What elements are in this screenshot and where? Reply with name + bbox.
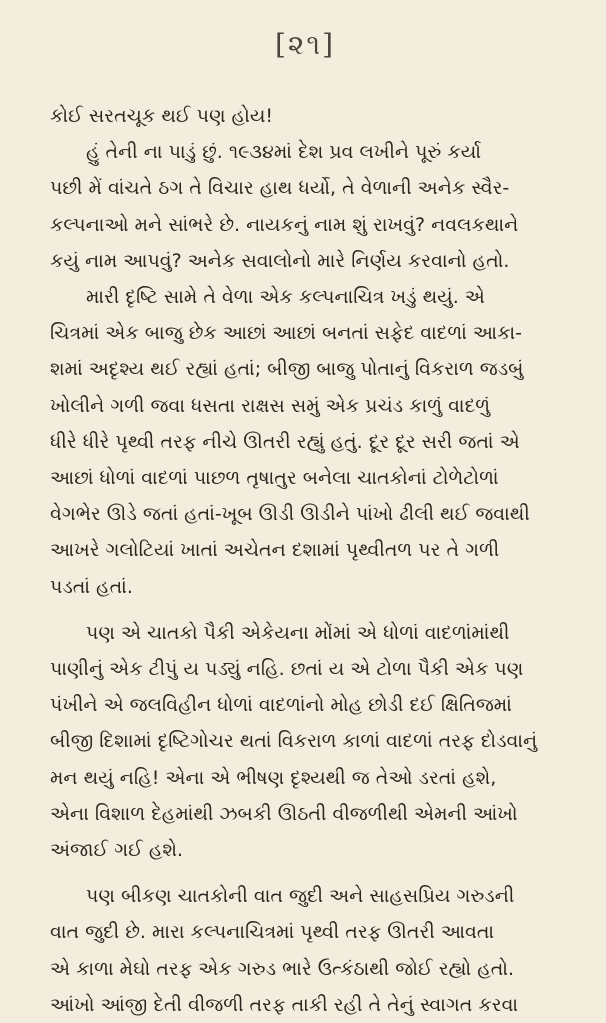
- text-line: હું તેની ના પાડું છું. ૧૯૩૪માં દેશ પ્રવ લખીને પૂરું કર્યા: [86, 141, 482, 164]
- text-line: એ કાળા મેઘો તરફ એક ગરુડ ભારે ઉત્કંઠાથી જોઈ રહ્યો હતો.: [50, 957, 515, 980]
- text-line: આંખો આંજી દેતી વીજળી તરફ તાકી રહી તે તેનું સ્વાગત કરવા: [50, 993, 519, 1016]
- text-line: વાત જુદી છે. મારા કલ્પનાચિત્રમાં પૃથ્વી તરફ ઊતરી આવતા: [50, 921, 495, 944]
- paragraph-gap: [50, 868, 560, 878]
- text-line: કોઈ સરતચૂક થઈ પણ હોય!: [50, 105, 273, 127]
- text-line: ધીરે ધીરે પૃથ્વી તરફ નીચે ઊતરી રહ્યું હતું. દૂર દૂર સરી જતાં એ: [50, 430, 520, 453]
- text-line: બીજી દિશામાં દૃષ્ટિગોચર થતાં વિકરાળ કાળાં વાદળાં તરફ દોડવાનું: [50, 730, 538, 753]
- text-line: પાણીનું એક ટીપું ય પડ્યું નહિ. છતાં ય એ ટોળા પૈકી એક પણ: [50, 658, 524, 681]
- text-line: ચિત્રમાં એક બાજુ છેક આછાં આછાં બનતાં સફેદ વાદળાં આકા-: [50, 322, 522, 345]
- paragraph: [50, 878, 560, 1023]
- text-line: મારી દૃષ્ટિ સામે તે વેળા એક કલ્પનાચિત્ર ખડું થયું. એ: [86, 286, 485, 309]
- text-line: પંખીને એ જલવિહીન ધોળાં વાદળાંનો મોહ છોડી દઈ ક્ષિતિજમાં: [50, 694, 512, 717]
- text-line: મન થયું નહિ! એના એ ભીષણ દૃશ્યથી જ તેઓ ડરતાં હશે,: [50, 766, 497, 789]
- text-line: અંજાઈ ગઈ હશે.: [50, 839, 184, 862]
- paragraph: [50, 98, 560, 134]
- text-line: આખરે ગલોટિયાં ખાતાં અચેતન દશામાં પૃથ્વીતળ પર તે ગળી: [50, 539, 500, 562]
- text-line: ખોલીને ગળી જવા ધસતા રાક્ષસ સમું એક પ્રચંડ કાળું વાદળું: [50, 394, 491, 417]
- paragraph-gap: [50, 605, 560, 615]
- text-line: કયું નામ આપવું? અનેક સવાલોનો મારે નિર્ણય કરવાનો હતો.: [50, 249, 510, 272]
- text-line: વેગભેર ઊડે જતાં હતાં-ખૂબ ઊડી ઊડીને પાંખો ઢીલી થઈ જવાથી: [50, 503, 530, 526]
- text-line: એના વિશાળ દેહમાંથી ઝબકી ઊઠતી વીજળીથી એમની આંખો: [50, 802, 518, 825]
- text-line: પડતાં હતાં.: [50, 575, 133, 598]
- text-line: પછી મેં વાંચતે ઠગ તે વિચાર હાથ ધર્યો, તે વેળાની અનેક સ્વૈર-: [50, 177, 510, 200]
- text-line: પણ બીકણ ચાતકોની વાત જુદી અને સાહસપ્રિય ગરુડની: [86, 885, 515, 908]
- text-line: પણ એ ચાતકો પૈકી એકેયના મોંમાં એ ધોળાં વાદળાંમાંથી: [86, 621, 510, 644]
- paragraph: [50, 279, 560, 605]
- text-line: શમાં અદૃશ્ય થઈ રહ્યાં હતાં; બીજી બાજુ પોતાનું વિકરાળ જડબું: [50, 358, 524, 381]
- page-number: [૨૧]: [274, 28, 335, 61]
- text-line: કલ્પનાઓ મને સાંભરે છે. નાયકનું નામ શું રાખવું? નવલકથાને: [50, 213, 519, 236]
- text-line: આછાં ધોળાં વાદળાં પાછળ તૃષાતુર બનેલા ચાતકોનાં ટોળેટોળાં: [50, 467, 499, 490]
- paragraph: [50, 615, 560, 868]
- paragraph: [50, 134, 560, 279]
